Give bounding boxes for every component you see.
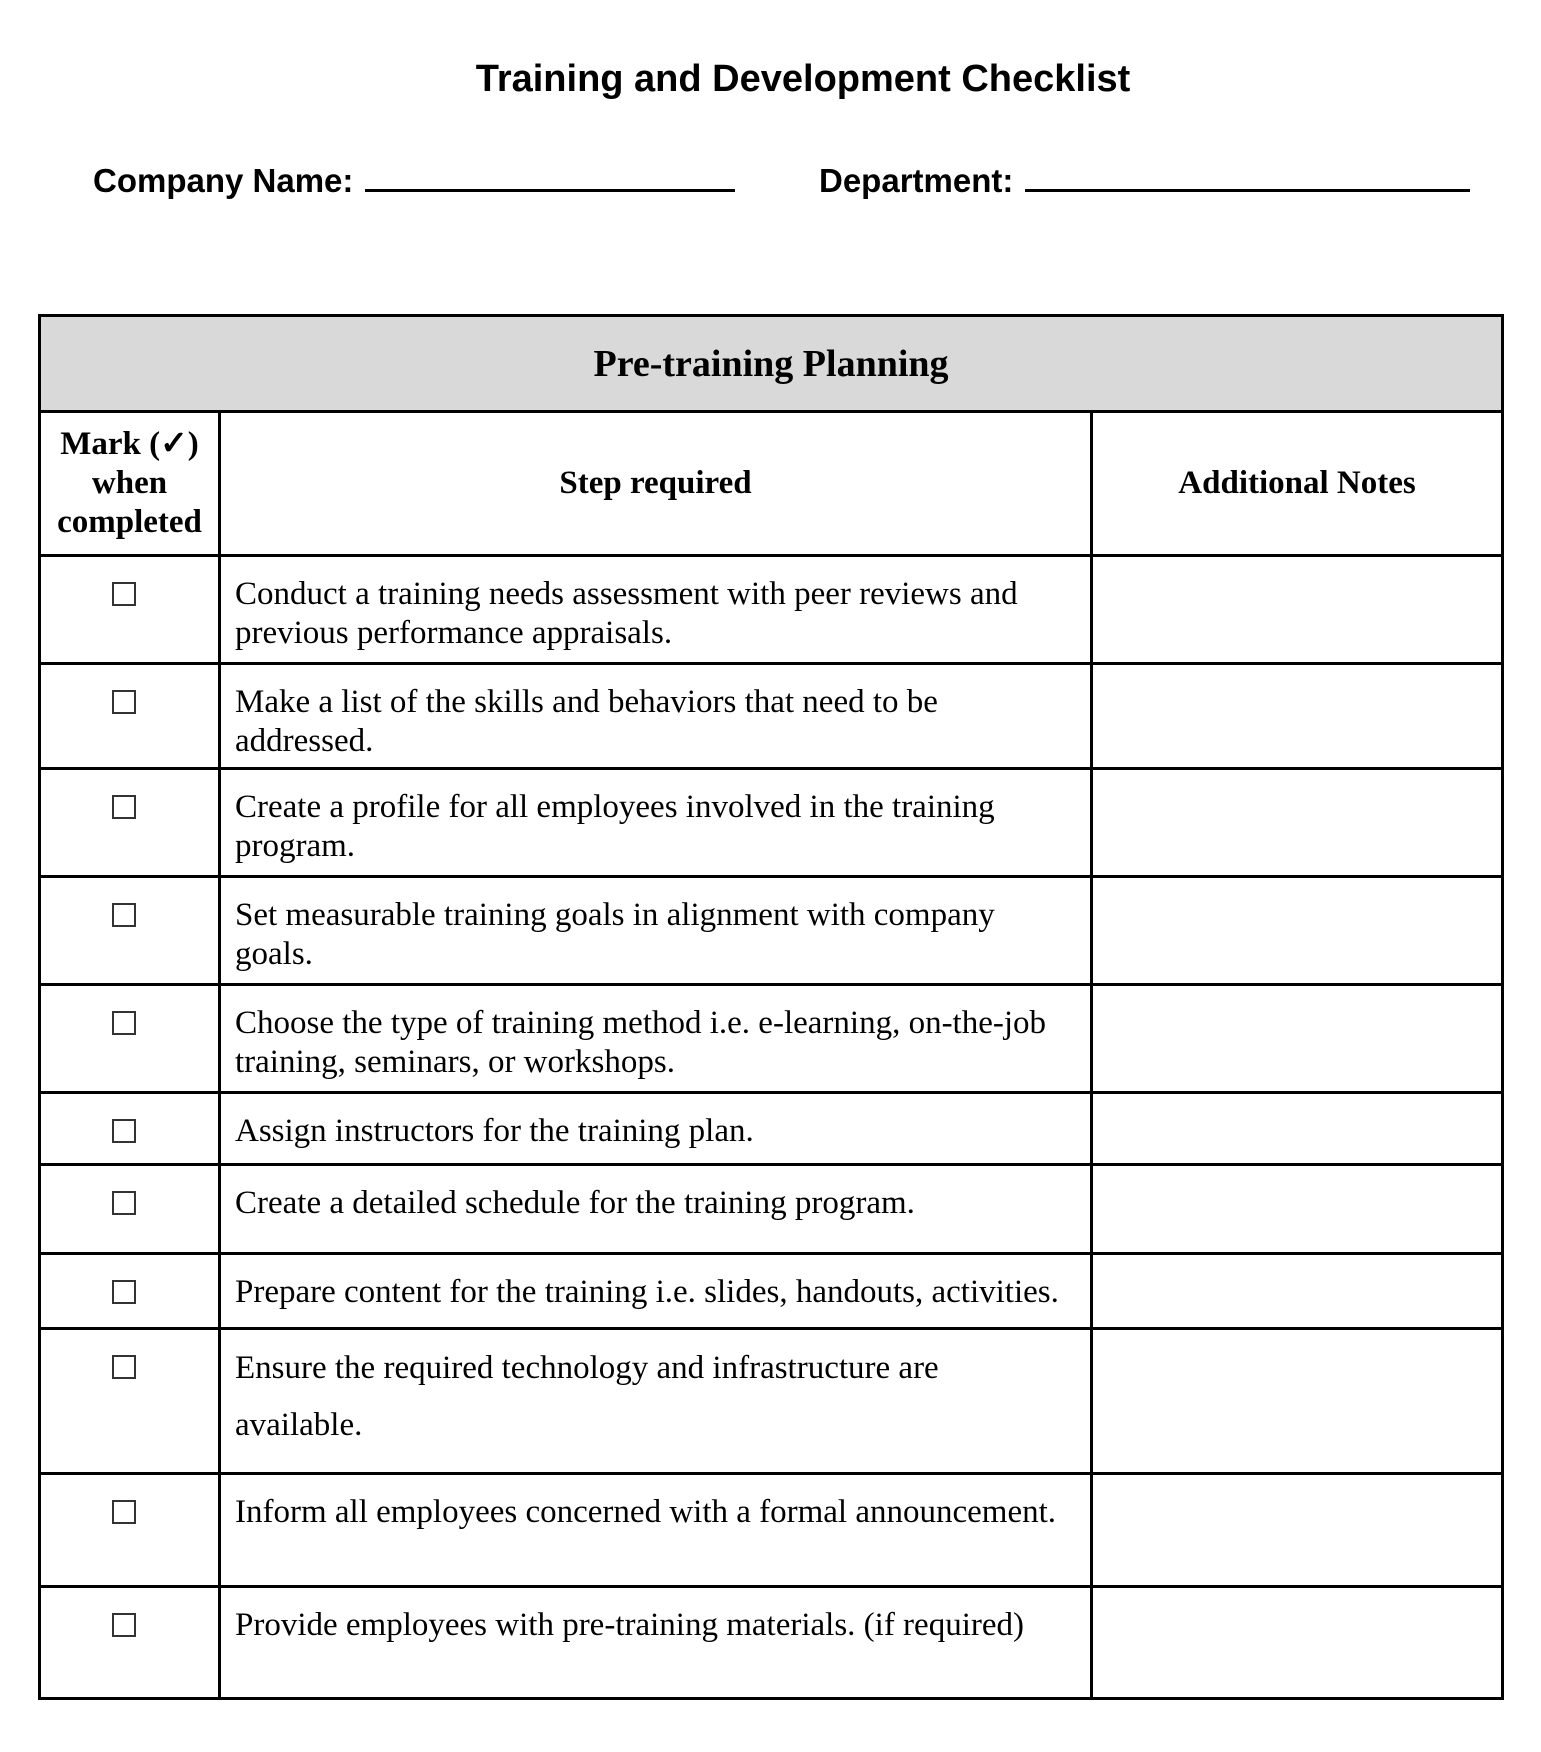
checkbox[interactable]	[112, 1119, 136, 1143]
notes-cell[interactable]	[1092, 1093, 1503, 1165]
notes-cell[interactable]	[1092, 1254, 1503, 1329]
table-row	[40, 1587, 1503, 1699]
checkbox[interactable]	[112, 690, 136, 714]
table-row	[40, 1254, 1503, 1329]
table-row	[40, 1093, 1503, 1165]
column-header-notes: Additional Notes	[1092, 412, 1503, 556]
checkbox[interactable]	[112, 582, 136, 606]
notes-cell[interactable]	[1092, 1329, 1503, 1474]
mark-cell	[40, 1587, 220, 1699]
step-text: Set measurable training goals in alignment with company goals.	[220, 877, 1092, 985]
table-row	[40, 769, 1503, 877]
department-blank[interactable]	[1025, 188, 1470, 192]
notes-cell[interactable]	[1092, 556, 1503, 664]
section-header-row	[40, 316, 1503, 412]
table-row	[40, 1165, 1503, 1254]
mark-cell	[40, 1474, 220, 1587]
step-text: Prepare content for the training i.e. slides, handouts, activities.	[220, 1254, 1092, 1329]
mark-cell	[40, 1329, 220, 1474]
column-header-step: Step required	[220, 412, 1092, 556]
checklist-table	[38, 314, 1504, 1700]
department-field	[819, 157, 1470, 205]
table-row	[40, 664, 1503, 769]
checkbox[interactable]	[112, 1280, 136, 1304]
table-row	[40, 556, 1503, 664]
mark-cell	[40, 877, 220, 985]
section-title: Pre-training Planning	[40, 316, 1503, 412]
mark-cell	[40, 664, 220, 769]
step-text: Conduct a training needs assessment with peer reviews and previous performance appraisals.	[220, 556, 1092, 664]
table-row	[40, 1329, 1503, 1474]
mark-cell	[40, 769, 220, 877]
notes-cell[interactable]	[1092, 877, 1503, 985]
checkbox[interactable]	[112, 1355, 136, 1379]
company-name-blank[interactable]	[365, 188, 735, 192]
column-header-mark: Mark (✓) when completed	[40, 412, 220, 556]
step-text: Ensure the required technology and infrastructure are available.	[220, 1329, 1092, 1474]
step-text: Provide employees with pre-training materials. (if required)	[220, 1587, 1092, 1699]
document-title: Training and Development Checklist	[475, 58, 1131, 100]
company-name-field	[93, 157, 735, 205]
checkbox[interactable]	[112, 1191, 136, 1215]
mark-cell	[40, 556, 220, 664]
mark-cell	[40, 1254, 220, 1329]
mark-cell	[40, 1093, 220, 1165]
notes-cell[interactable]	[1092, 1165, 1503, 1254]
step-text: Make a list of the skills and behaviors that need to be addressed.	[220, 664, 1092, 769]
step-text: Assign instructors for the training plan.	[220, 1093, 1092, 1165]
column-header-row	[40, 412, 1503, 556]
notes-cell[interactable]	[1092, 1474, 1503, 1587]
checkbox[interactable]	[112, 1613, 136, 1637]
notes-cell[interactable]	[1092, 769, 1503, 877]
checkbox[interactable]	[112, 1011, 136, 1035]
notes-cell[interactable]	[1092, 664, 1503, 769]
step-text: Inform all employees concerned with a formal announcement.	[220, 1474, 1092, 1587]
checkbox[interactable]	[112, 795, 136, 819]
step-text: Create a detailed schedule for the training program.	[220, 1165, 1092, 1254]
checkbox[interactable]	[112, 1500, 136, 1524]
checkbox[interactable]	[112, 903, 136, 927]
mark-cell	[40, 985, 220, 1093]
table-row	[40, 985, 1503, 1093]
company-name-label: Company Name:	[93, 162, 354, 199]
table-row	[40, 1474, 1503, 1587]
step-text: Choose the type of training method i.e. e-learning, on-the-job training, seminars, or workshops.	[220, 985, 1092, 1093]
mark-cell	[40, 1165, 220, 1254]
notes-cell[interactable]	[1092, 985, 1503, 1093]
department-label: Department:	[819, 162, 1014, 199]
notes-cell[interactable]	[1092, 1587, 1503, 1699]
table-row	[40, 877, 1503, 985]
step-text: Create a profile for all employees involved in the training program.	[220, 769, 1092, 877]
